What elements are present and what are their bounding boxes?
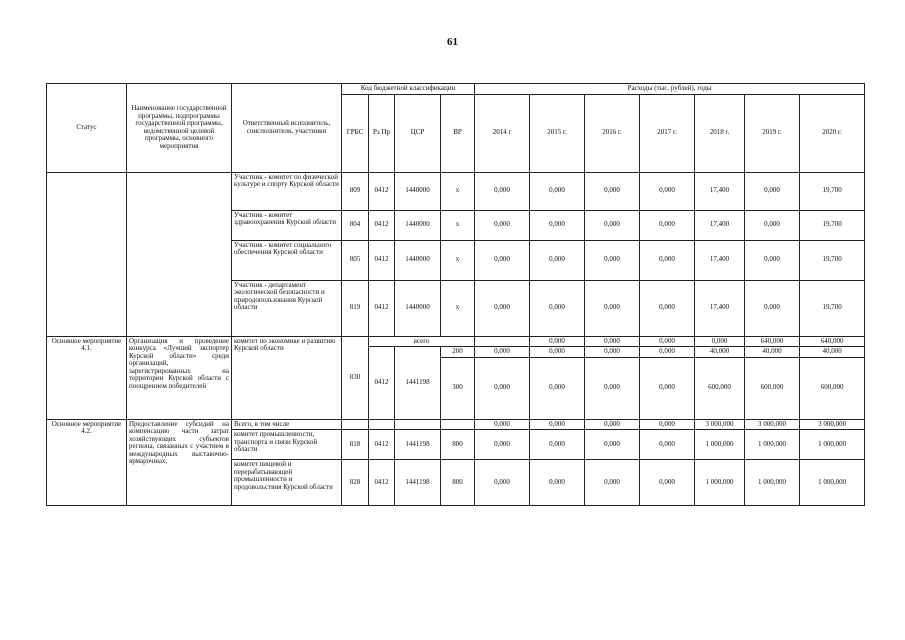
csr-cell: 1441198 bbox=[395, 430, 441, 460]
vr-cell: х bbox=[441, 280, 475, 336]
value-cell: 0,000 bbox=[585, 347, 640, 358]
value-cell: 0,000 bbox=[530, 240, 585, 280]
value-cell: 0,000 bbox=[475, 419, 530, 430]
value-cell: 0,000 bbox=[585, 210, 640, 240]
value-cell: 0,000 bbox=[585, 430, 640, 460]
value-cell: 3 000,000 bbox=[800, 419, 865, 430]
value-cell: 0,000 bbox=[530, 347, 585, 358]
grbs-cell-empty bbox=[342, 419, 369, 430]
header-budget-code: Код бюджетной классификации bbox=[342, 84, 475, 95]
csr-cell: 1440000 bbox=[395, 240, 441, 280]
header-responsible: Ответственный исполнитель, соисполнители, участники bbox=[232, 84, 342, 173]
value-cell: 0,000 bbox=[585, 419, 640, 430]
value-cell: 1 000,000 bbox=[695, 460, 745, 506]
grbs-cell: 819 bbox=[342, 280, 369, 336]
value-cell: 0,000 bbox=[585, 336, 640, 347]
value-cell: 0,000 bbox=[530, 419, 585, 430]
rzpr-cell: 0412 bbox=[369, 280, 395, 336]
csr-cell: 1441198 bbox=[395, 460, 441, 506]
value-cell: 0,000 bbox=[695, 336, 745, 347]
value-cell: 0,000 bbox=[640, 336, 695, 347]
vr-cell: х bbox=[441, 240, 475, 280]
value-cell: 0,000 bbox=[745, 280, 800, 336]
value-cell: 600,000 bbox=[800, 357, 865, 419]
value-cell: 0,000 bbox=[530, 460, 585, 506]
responsible-cell: комитет пищевой и перерабатывающей промышленности и продовольствия Курской области bbox=[232, 460, 342, 506]
participant-name: Участник - комитет по физической культуре и спорту Курской области bbox=[232, 172, 342, 210]
value-cell: 600,000 bbox=[745, 357, 800, 419]
grbs-cell: 805 bbox=[342, 240, 369, 280]
header-year: 2016 г. bbox=[585, 94, 640, 172]
header-row-1 bbox=[47, 84, 865, 95]
value-cell: 600,000 bbox=[695, 357, 745, 419]
value-cell: 0,000 bbox=[640, 280, 695, 336]
value-cell: 0,000 bbox=[585, 280, 640, 336]
csr-cell: 1440000 bbox=[395, 210, 441, 240]
page-number: 61 bbox=[447, 36, 458, 48]
vr-cell: 800 bbox=[441, 460, 475, 506]
header-year: 2018 г. bbox=[695, 94, 745, 172]
csr-cell: 1441198 bbox=[395, 347, 441, 420]
value-cell: 19,700 bbox=[800, 240, 865, 280]
csr-cell-empty bbox=[395, 419, 441, 430]
budget-table bbox=[46, 83, 865, 506]
value-cell: 17,400 bbox=[695, 172, 745, 210]
vr-cell: 300 bbox=[441, 357, 475, 419]
rzpr-cell: 0412 bbox=[369, 210, 395, 240]
total-label: Всего, в том числе bbox=[232, 419, 342, 430]
event-name: Организация и проведение конкурса «Лучший экспортер Курской области» среди организаций, зарегистрированных на территории Курской области с поощрением победителей bbox=[127, 336, 232, 419]
rzpr-cell: 0412 bbox=[369, 430, 395, 460]
header-expenses: Расходы (тыс. рублей), годы bbox=[475, 84, 865, 95]
grbs-cell: 830 bbox=[342, 336, 369, 419]
value-cell: 0,000 bbox=[475, 357, 530, 419]
value-cell: 0,000 bbox=[475, 240, 530, 280]
total-label: всего bbox=[369, 336, 475, 347]
event-name: Предоставление субсидий на компенсацию части затрат хозяйствующих субъектов региона, связанных с участием в международных выставочно-ярмарочных, bbox=[127, 419, 232, 506]
value-cell: 0,000 bbox=[745, 210, 800, 240]
vr-cell: 200 bbox=[441, 347, 475, 358]
rzpr-cell: 0412 bbox=[369, 347, 395, 420]
value-cell: 0,000 bbox=[475, 172, 530, 210]
value-cell: 0,000 bbox=[530, 357, 585, 419]
status-cell: Основное мероприятие 4.1. bbox=[47, 336, 127, 419]
value-cell: 0,000 bbox=[530, 210, 585, 240]
grbs-cell: 804 bbox=[342, 210, 369, 240]
header-vr: ВР bbox=[441, 94, 475, 172]
value-cell: 0,000 bbox=[530, 280, 585, 336]
value-cell: 0,000 bbox=[530, 336, 585, 347]
value-cell: 0,000 bbox=[585, 357, 640, 419]
vr-cell-empty bbox=[475, 336, 530, 347]
value-cell: 0,000 bbox=[640, 419, 695, 430]
vr-cell: х bbox=[441, 172, 475, 210]
grbs-cell: 809 bbox=[342, 172, 369, 210]
value-cell: 40,000 bbox=[745, 347, 800, 358]
value-cell: 0,000 bbox=[640, 460, 695, 506]
header-grbs: ГРБС bbox=[342, 94, 369, 172]
header-year: 2019 г. bbox=[745, 94, 800, 172]
value-cell: 1 000,000 bbox=[695, 430, 745, 460]
vr-cell: х bbox=[441, 210, 475, 240]
value-cell: 0,000 bbox=[475, 460, 530, 506]
rzpr-cell-empty bbox=[369, 419, 395, 430]
header-status: Статус bbox=[47, 84, 127, 173]
value-cell: 1 000,000 bbox=[745, 460, 800, 506]
participant-name: Участник - департамент экологической безопасности и природопользования Курской области bbox=[232, 280, 342, 336]
rzpr-cell: 0412 bbox=[369, 172, 395, 210]
value-cell: 1 000,000 bbox=[800, 430, 865, 460]
value-cell: 0,000 bbox=[640, 430, 695, 460]
value-cell: 40,000 bbox=[695, 347, 745, 358]
csr-cell: 1440000 bbox=[395, 172, 441, 210]
header-name: Наименование государственной программы, подпрограммы государственной программы, ведомственной целевой программы, основного мероприятия bbox=[127, 84, 232, 173]
value-cell: 17,400 bbox=[695, 280, 745, 336]
vr-cell-empty bbox=[441, 419, 475, 430]
value-cell: 0,000 bbox=[640, 172, 695, 210]
value-cell: 40,000 bbox=[800, 347, 865, 358]
value-cell: 0,000 bbox=[475, 210, 530, 240]
value-cell: 0,000 bbox=[585, 240, 640, 280]
status-cell-empty bbox=[47, 172, 127, 336]
table-row bbox=[47, 419, 865, 430]
value-cell: 3 000,000 bbox=[745, 419, 800, 430]
rzpr-cell: 0412 bbox=[369, 240, 395, 280]
header-csr: ЦСР bbox=[395, 94, 441, 172]
value-cell: 17,400 bbox=[695, 240, 745, 280]
value-cell: 0,000 bbox=[640, 210, 695, 240]
value-cell: 0,000 bbox=[530, 172, 585, 210]
value-cell: 0,000 bbox=[640, 240, 695, 280]
value-cell: 1 000,000 bbox=[745, 430, 800, 460]
header-year: 2017 г. bbox=[640, 94, 695, 172]
value-cell: 0,000 bbox=[640, 357, 695, 419]
value-cell: 17,400 bbox=[695, 210, 745, 240]
grbs-cell: 818 bbox=[342, 430, 369, 460]
status-cell: Основное мероприятие 4.2. bbox=[47, 419, 127, 506]
value-cell: 640,000 bbox=[745, 336, 800, 347]
table-row bbox=[47, 172, 865, 210]
csr-cell: 1440000 bbox=[395, 280, 441, 336]
header-year: 2020 г. bbox=[800, 94, 865, 172]
rzpr-cell: 0412 bbox=[369, 460, 395, 506]
table-row bbox=[47, 336, 865, 347]
value-cell: 1 000,000 bbox=[800, 460, 865, 506]
vr-cell: 800 bbox=[441, 430, 475, 460]
value-cell: 19,700 bbox=[800, 172, 865, 210]
value-cell: 19,700 bbox=[800, 210, 865, 240]
value-cell: 0,000 bbox=[475, 430, 530, 460]
value-cell: 0,000 bbox=[640, 347, 695, 358]
grbs-cell: 828 bbox=[342, 460, 369, 506]
value-cell: 640,000 bbox=[800, 336, 865, 347]
participant-name: Участник - комитет социального обеспечения Курской области bbox=[232, 240, 342, 280]
header-year: 2014 г bbox=[475, 94, 530, 172]
value-cell: 19,700 bbox=[800, 280, 865, 336]
name-cell-empty bbox=[127, 172, 232, 336]
header-rzpr: Рз Пр bbox=[369, 94, 395, 172]
value-cell: 0,000 bbox=[530, 430, 585, 460]
header-year: 2015 г. bbox=[530, 94, 585, 172]
value-cell: 0,000 bbox=[475, 347, 530, 358]
value-cell: 0,000 bbox=[585, 460, 640, 506]
responsible-cell: комитет по экономике и развитию Курской области bbox=[232, 336, 342, 419]
participant-name: Участник - комитет здравоохранения Курской области bbox=[232, 210, 342, 240]
value-cell: 0,000 bbox=[745, 240, 800, 280]
value-cell: 0,000 bbox=[585, 172, 640, 210]
value-cell: 0,000 bbox=[745, 172, 800, 210]
responsible-cell: комитет промышленности, транспорта и связи Курской области bbox=[232, 430, 342, 460]
value-cell: 3 000,000 bbox=[695, 419, 745, 430]
value-cell: 0,000 bbox=[475, 280, 530, 336]
